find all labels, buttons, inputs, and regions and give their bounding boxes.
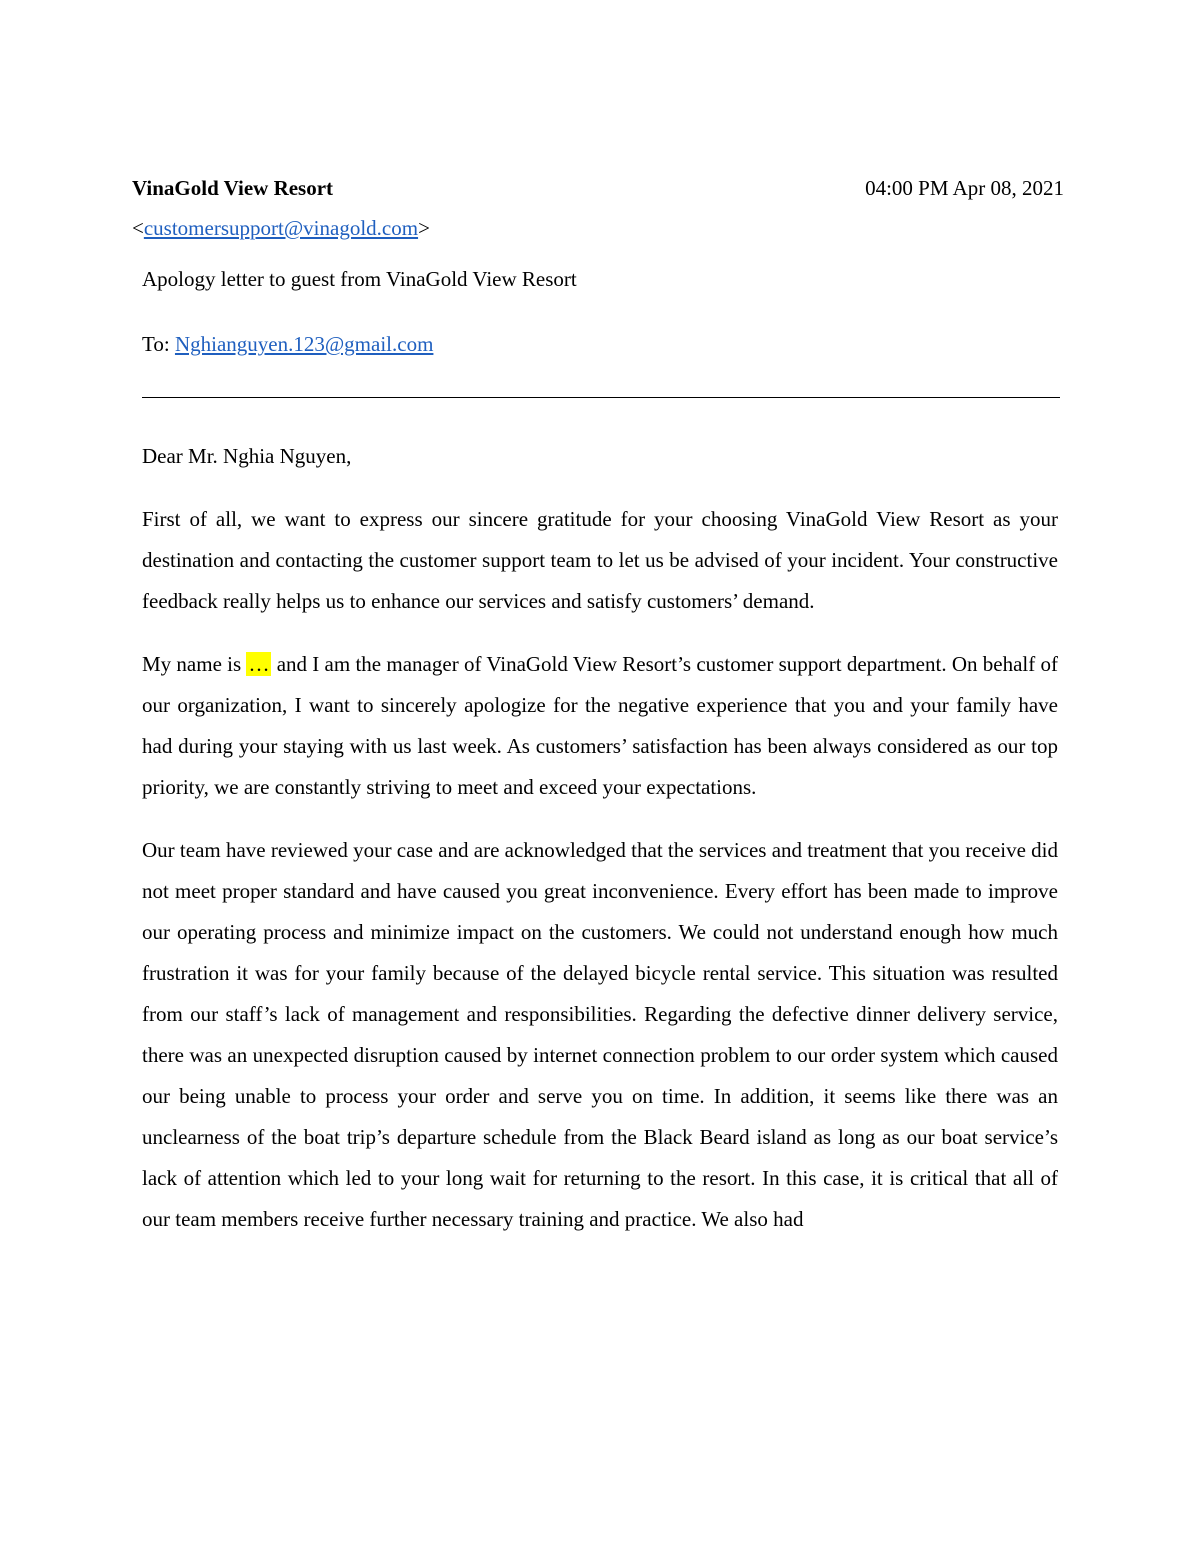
to-label: To: <box>142 332 175 356</box>
email-bracket-open: < <box>132 216 144 240</box>
paragraph-2-rest: and I am the manager of VinaGold View Resort’s customer support department. On behalf of our organization, I want to sincerely apologize for the negative experience that you and your family have had during your staying with us last week. As customers’ satisfaction has been always considered as our top priority, we are constantly striving to meet and exceed your expectations. <box>142 652 1058 799</box>
header-divider <box>142 397 1060 398</box>
paragraph-2 <box>142 644 1058 808</box>
to-line <box>142 332 433 357</box>
paragraph-1: First of all, we want to express our sincere gratitude for your choosing VinaGold View Resort as your destination and contacting the customer support team to let us be advised of your incident. Your constructive feedback really helps us to enhance our services and satisfy customers’ demand. <box>142 507 1058 613</box>
name-placeholder-highlight: … <box>248 652 270 676</box>
sender-email-link[interactable]: customersupport@vinagold.com <box>143 216 419 240</box>
email-datetime: 04:00 PM Apr 08, 2021 <box>865 176 1064 200</box>
email-subject: Apology letter to guest from VinaGold View Resort <box>142 267 577 291</box>
email-bracket-close: > <box>418 216 430 240</box>
letter-body <box>142 436 1058 1262</box>
sender-name: VinaGold View Resort <box>132 176 334 200</box>
email-header <box>132 176 1064 206</box>
paragraph-2-intro: My name is <box>142 652 247 676</box>
greeting: Dear Mr. Nghia Nguyen, <box>142 444 352 468</box>
paragraph-3: Our team have reviewed your case and are acknowledged that the services and treatment that you receive did not meet proper standard and have caused you great inconvenience. Every effort has been made to improve our operating process and minimize impact on the customers. We could not understand enough how much frustration it was for your family because of the delayed bicycle rental service. This situation was resulted from our staff’s lack of management and responsibilities. Regarding the defective dinner delivery service, there was an unexpected disruption caused by internet connection problem to our order system which caused our being unable to process your order and serve you on time. In addition, it seems like there was an unclearness of the boat trip’s departure schedule from the Black Beard island as long as our boat service’s lack of attention which led to your long wait for returning to the resort. In this case, it is critical that all of our team members receive further necessary training and practice. We also had <box>142 838 1059 1231</box>
sender-email-line <box>132 216 430 241</box>
recipient-email-link[interactable]: Nghianguyen.123@gmail.com <box>174 332 434 356</box>
